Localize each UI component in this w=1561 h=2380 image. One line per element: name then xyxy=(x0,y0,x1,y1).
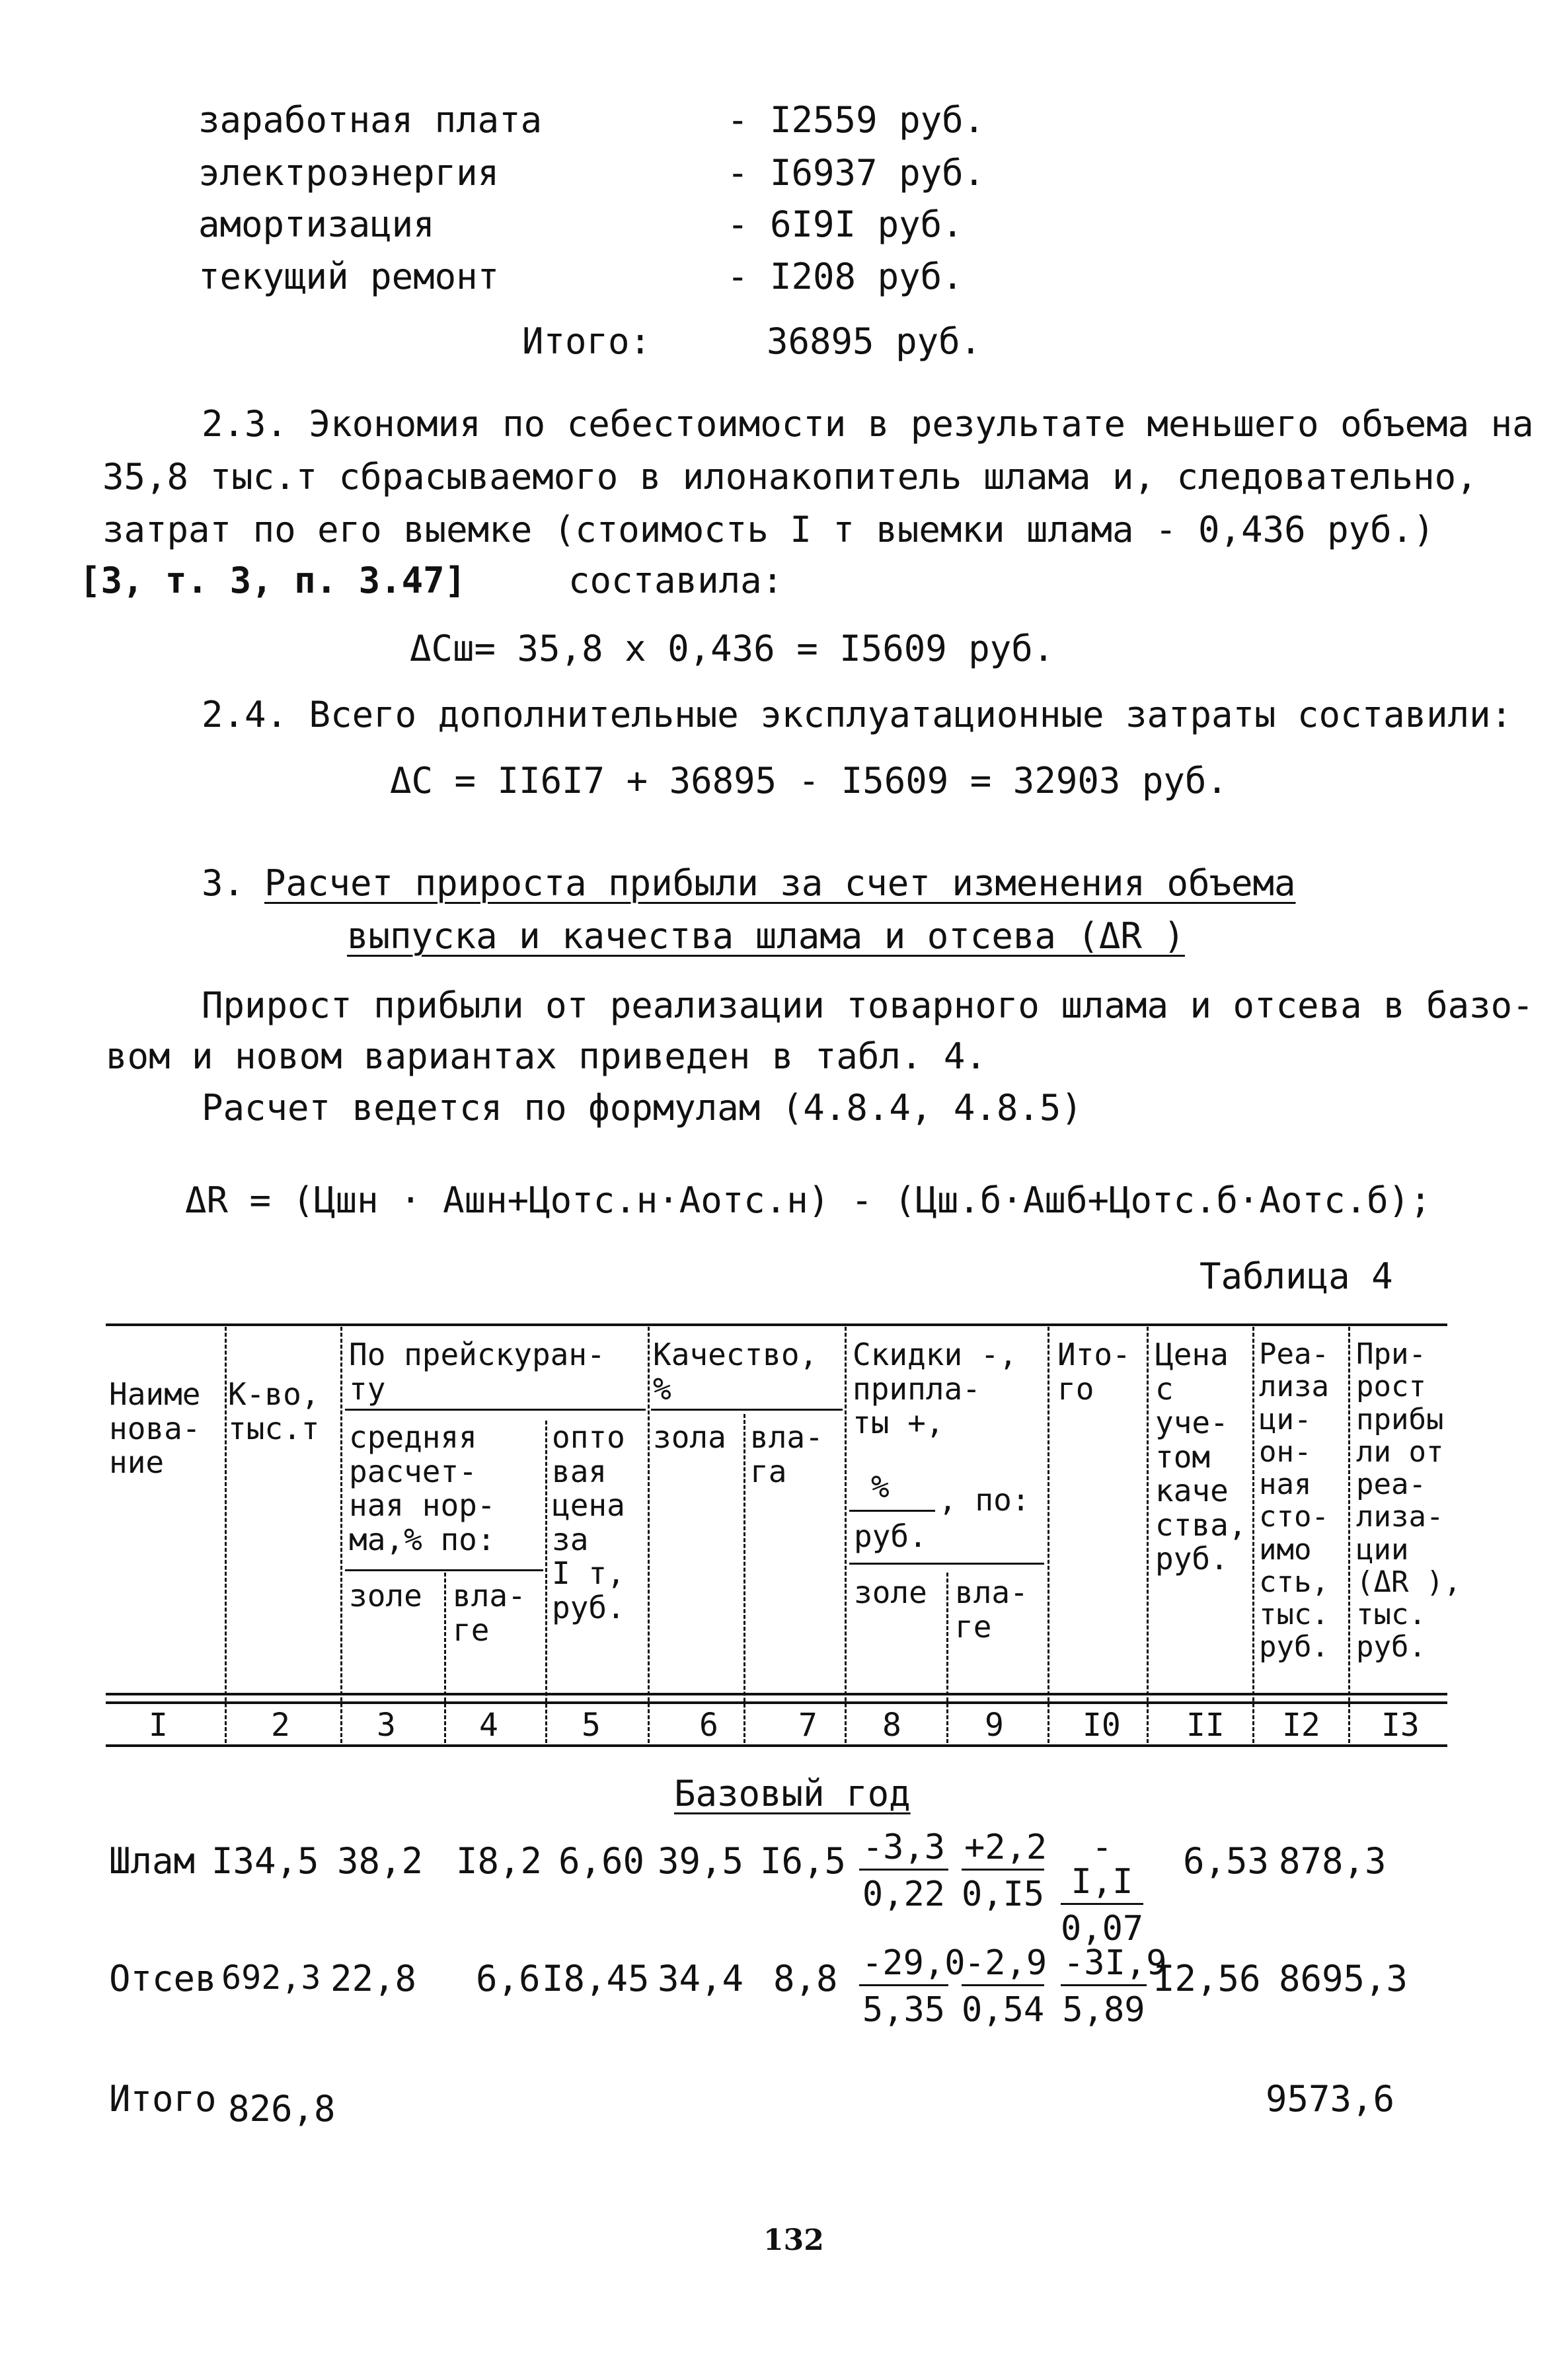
paragraph-line: затрат по его выемке (стоимость I т выемки шлама - 0,436 руб.) xyxy=(102,509,1435,550)
row-c7: I6,5 xyxy=(760,1840,847,1882)
row-c10 xyxy=(1061,1943,1167,2030)
col-number: 3 xyxy=(377,1707,396,1744)
page-number: 132 xyxy=(763,2223,824,2257)
col-number: 5 xyxy=(582,1707,601,1744)
row-c9-num: -2,9 xyxy=(962,1946,1044,1986)
col-number: II xyxy=(1186,1707,1225,1744)
header-discounts: Скидки -, припла- ты +, xyxy=(853,1337,1018,1441)
header-norm: средняя расчет- ная нор- ма,% по: xyxy=(349,1419,496,1557)
row-c9 xyxy=(962,1943,1047,2030)
total-value: 36895 руб. xyxy=(767,320,982,362)
cost-value: - 6I9I руб. xyxy=(727,204,964,245)
total-row-qty: 826,8 xyxy=(228,2088,336,2130)
table-section-label: Базовый год xyxy=(674,1773,911,1814)
row-c8-num: -3,3 xyxy=(859,1830,948,1871)
row-c10-den: 5,89 xyxy=(1062,1990,1145,2030)
col-number: I0 xyxy=(1083,1707,1121,1744)
row-c10-num: -3I,9 xyxy=(1061,1946,1147,1986)
cost-label: амортизация xyxy=(198,204,435,245)
total-label: Итого: xyxy=(522,320,652,362)
header-discount-moisture: вла- ге xyxy=(955,1575,1028,1645)
row-c5: 6,60 xyxy=(558,1840,645,1882)
header-percent: % xyxy=(871,1469,890,1505)
header-quality: Качество, % xyxy=(653,1337,818,1407)
formula: ΔR = (Цшн · Ашн+Цотс.н·Аотс.н) - (Цш.б·Ашб+Цотс.б·Аотс.б); xyxy=(185,1179,1431,1221)
header-ash-content: зола xyxy=(653,1419,726,1455)
header-price-list: По прейскуран- ту xyxy=(349,1337,605,1407)
row-c4: I8,2 xyxy=(456,1840,543,1882)
cost-value: - I2559 руб. xyxy=(727,99,985,141)
row-c8 xyxy=(859,1943,966,2030)
header-by: , по: xyxy=(938,1482,1030,1518)
col-number: 7 xyxy=(798,1707,818,1744)
paragraph-line: Прирост прибыли от реализации товарного шлама и отсева в базо- xyxy=(202,985,1534,1026)
header-quantity: К-во, тыс.т xyxy=(228,1376,320,1446)
paragraph-line: 2.3. Экономия по себестоимости в результате меньшего объема на xyxy=(202,403,1534,445)
header-price-quality: Цена с уче- том каче ства, руб. xyxy=(1155,1337,1247,1577)
row-c4: 6,6 xyxy=(476,1958,541,1999)
cost-value: - I208 руб. xyxy=(727,256,964,297)
row-name: Отсев xyxy=(109,1958,217,1999)
header-wholesale-price: опто вая цена за I т, руб. xyxy=(552,1419,625,1625)
paragraph-line: 35,8 тыс.т сбрасываемого в илонакопитель шлама и, следовательно, xyxy=(102,456,1478,498)
col-number: I2 xyxy=(1282,1707,1320,1744)
row-c12: 8695,3 xyxy=(1279,1958,1408,1999)
row-qty: 692,3 xyxy=(221,1958,321,1997)
header-rub: руб. xyxy=(854,1518,927,1554)
total-row-label: Итого xyxy=(109,2078,217,2120)
row-c3: 38,2 xyxy=(337,1840,424,1882)
col-number: I3 xyxy=(1381,1707,1420,1744)
col-number: 8 xyxy=(882,1707,901,1744)
cost-label: текущий ремонт xyxy=(198,256,500,297)
cost-label: заработная плата xyxy=(198,99,543,141)
row-c8-den: 0,22 xyxy=(862,1875,946,1914)
header-ash: золе xyxy=(349,1578,422,1614)
row-c9-den: 0,54 xyxy=(962,1990,1045,2030)
header-humidity: вла- га xyxy=(750,1419,823,1489)
row-c9-den: 0,I5 xyxy=(962,1875,1045,1914)
row-c6: 39,5 xyxy=(658,1840,744,1882)
row-c3: 22,8 xyxy=(330,1958,417,1999)
header-total: Ито- го xyxy=(1057,1337,1131,1407)
row-c7: 8,8 xyxy=(773,1958,838,1999)
paragraph-line: Расчет ведется по формулам (4.8.4, 4.8.5) xyxy=(202,1087,1083,1129)
row-c6: 34,4 xyxy=(658,1958,744,1999)
cost-value: - I6937 руб. xyxy=(727,152,985,194)
row-c10-den: 0,07 xyxy=(1061,1909,1144,1949)
total-row-value: 9573,6 xyxy=(1266,2078,1395,2120)
row-c11: I2,56 xyxy=(1153,1958,1261,1999)
section-title: Расчет прироста прибыли за счет изменения объема xyxy=(264,862,1296,904)
row-c5: I8,45 xyxy=(542,1958,650,1999)
col-number: I xyxy=(149,1707,168,1744)
col-number: 9 xyxy=(985,1707,1004,1744)
section-title: выпуска и качества шлама и отсева (ΔR ) xyxy=(347,915,1185,957)
row-c10-num: -I,I xyxy=(1061,1830,1143,1905)
table-caption: Таблица 4 xyxy=(1199,1255,1393,1297)
paragraph-line: 2.4. Всего дополнительные эксплуатационные затраты составили: xyxy=(202,694,1513,735)
formula: ΔC = II6I7 + 36895 - I5609 = 32903 руб. xyxy=(390,760,1228,801)
row-c8-den: 5,35 xyxy=(862,1990,946,2030)
row-c9 xyxy=(962,1828,1047,1914)
header-moisture: вла- ге xyxy=(453,1578,526,1648)
section-number: 3. xyxy=(202,862,245,904)
col-number: 2 xyxy=(271,1707,290,1744)
row-c9-num: +2,2 xyxy=(962,1830,1044,1871)
row-c10 xyxy=(1061,1828,1144,1949)
paragraph-line: вом и новом вариантах приведен в табл. 4. xyxy=(106,1035,987,1077)
paragraph-line: составила: xyxy=(568,560,784,601)
formula: ΔCш= 35,8 x 0,436 = I5609 руб. xyxy=(410,628,1055,669)
header-discount-ash: золе xyxy=(854,1575,927,1610)
reference: [3, т. 3, п. 3.47] xyxy=(79,560,467,601)
row-qty: I34,5 xyxy=(211,1840,319,1882)
row-c8 xyxy=(859,1830,948,1912)
row-c8-num: -29,0 xyxy=(859,1946,948,1986)
header-profit-growth: При- рост прибы ли от реа- лиза- ции (ΔR ), тыс. руб. xyxy=(1356,1337,1461,1664)
header-sales-value: Реа- лиза ци- он- ная сто- имо сть, тыс. руб. xyxy=(1259,1337,1329,1664)
col-number: 6 xyxy=(699,1707,718,1744)
header-name: Наиме нова- ние xyxy=(109,1376,201,1481)
col-number: 4 xyxy=(479,1707,498,1744)
row-c11: 6,53 xyxy=(1183,1840,1270,1882)
row-name: Шлам xyxy=(109,1840,196,1882)
cost-label: электроэнергия xyxy=(198,152,500,194)
row-c12: 878,3 xyxy=(1279,1840,1387,1882)
